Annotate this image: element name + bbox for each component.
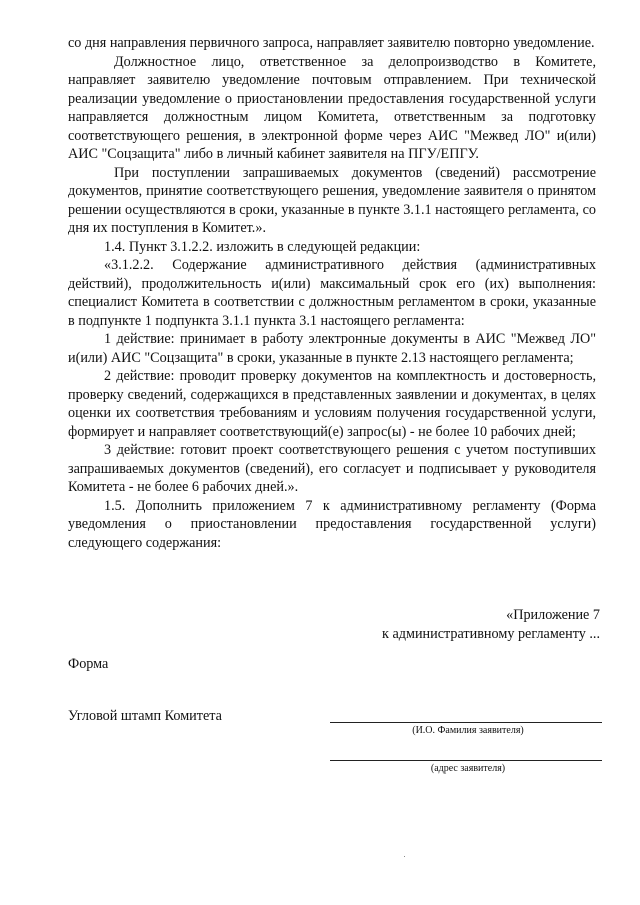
paragraph-action-1: 1 действие: принимает в работу электронные документы в АИС "Межвед ЛО" и(или) АИС "Соцзащита" в сроки, указанные в пункте 2.13 настоящего регламента;	[68, 331, 596, 366]
appendix-title: «Приложение 7	[506, 607, 600, 623]
paragraph-action-2: 2 действие: проводит проверку документов на комплектность и достоверность, проверку сведений, содержащихся в представленных заявлении и документах, в целях оценки их соответствия требованиям и условиям получения государственной услуги, формирует и направляет соответствующий(е) запрос(ы) - не более 10 рабочих дней;	[68, 368, 596, 440]
paragraph-notification: Должностное лицо, ответственное за делопроизводство в Комитете, направляет заявителю уведомление почтовым отправлением. При технической реализации уведомление о приостановлении предоставления государственной услуги направляется должностным лицом Комитета, ответственным за подготовку соответствующего решения, в электронной форме через АИС "Межвед ЛО" и(или) АИС "Соцзащита" либо в личный кабинет заявителя на ПГУ/ЕПГУ.	[68, 53, 596, 162]
stamp-label: Угловой штамп Комитета	[68, 708, 222, 724]
paragraph-3-1-2-2: «3.1.2.2. Содержание административного действия (административных действий), продолжительность и(или) максимальный срок его (их) выполнения: специалист Комитета в соответствии с должностным регламентом в сроки, указанные в подпункте 1 подпункта 3.1.1 пункта 3.1 настоящего регламента:	[68, 257, 596, 329]
paragraph-continuation: со дня направления первичного запроса, направляет заявителю повторно уведомление.	[68, 35, 595, 51]
paragraph-item-1-5: 1.5. Дополнить приложением 7 к административному регламенту (Форма уведомления о приостановлении предоставления государственной услуги) следующего содержания:	[68, 497, 596, 551]
applicant-name-line	[330, 722, 602, 723]
applicant-name-caption: (И.О. Фамилия заявителя)	[412, 725, 524, 736]
applicant-address-caption: (адрес заявителя)	[430, 763, 506, 774]
applicant-address-line	[330, 760, 602, 761]
appendix-heading	[382, 606, 600, 644]
paragraph-documents-received: При поступлении запрашиваемых документов (сведений) рассмотрение документов, принятие соответствующего решения, уведомление заявителя о принятом решении осуществляются в сроки, указанные в пункте 3.1.1 настоящего регламента, со дня их поступления в Комитет.».	[68, 164, 596, 236]
paragraph-action-3: 3 действие: готовит проект соответствующего решения с учетом поступивших запрашиваемых документов (сведений), его согласует и подписывает у руководителя Комитета - не более 6 рабочих дней.».	[68, 442, 596, 495]
form-label: Форма	[68, 656, 109, 672]
appendix-subtitle: к административному регламенту ...	[382, 626, 600, 642]
scan-speck	[404, 856, 405, 857]
body-text	[68, 34, 596, 552]
paragraph-item-1-4: 1.4. Пункт 3.1.2.2. изложить в следующей редакции:	[104, 238, 421, 255]
